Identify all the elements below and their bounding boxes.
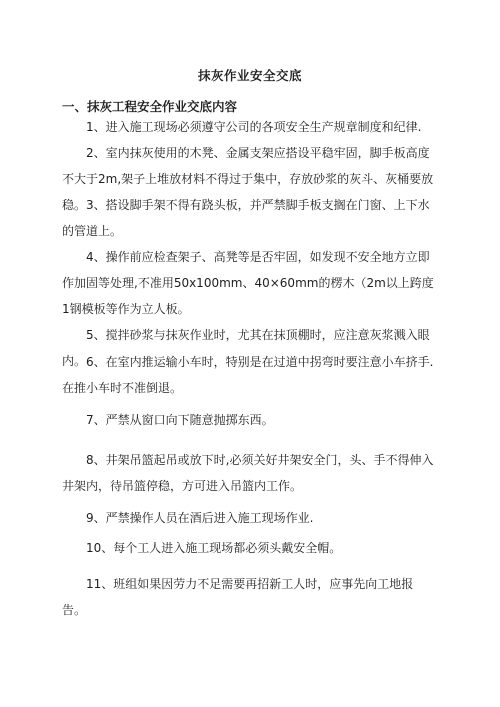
safety-item-2: 2、室内抹灰使用的木凳、金属支架应搭设平稳牢固，脚手板高度不大于2m,架子上堆放材料不得过于集中，存放砂浆的灰斗、灰桶要放稳。 bbox=[62, 146, 434, 212]
safety-item-10: 10、每个工人进入施工现场都必须头戴安全帽。 bbox=[86, 541, 342, 555]
safety-item-9: 9、严禁操作人员在酒后进入施工现场作业. bbox=[86, 511, 314, 525]
safety-item-7: 7、严禁从窗口向下随意抛掷东西。 bbox=[86, 413, 274, 427]
safety-item-4: 4、操作前应检查架子、高凳等是否牢固，如发现不安全地方立即作加固等处理,不准用50x100mm、40×60mm的楞木（2m以上跨度1钢模板等作为立人板。 bbox=[62, 250, 434, 316]
section-heading: 一、抹灰工程安全作业交底内容 bbox=[62, 99, 238, 114]
safety-item-1: 1、进入施工现场必须遵守公司的各项安全生产规章制度和纪律. bbox=[86, 120, 422, 134]
safety-item-8: 8、井架吊篮起吊或放下时,必须关好井架安全门，头、手不得伸入井架内，待吊篮停稳，方可进入吊篮内工作。 bbox=[62, 453, 434, 493]
safety-item-5: 5、搅拌砂浆与抹灰作业时，尤其在抹顶棚时，应注意灰浆溅入眼内。 bbox=[62, 328, 430, 368]
safety-item-11: 11、班组如果因劳力不足需要再招新工人时，应事先向工地报告。 bbox=[62, 577, 414, 617]
safety-item-3: 3、搭设脚手架不得有跷头板，并严禁脚手板支搁在门窗、上下水的管道上。 bbox=[62, 198, 430, 238]
document-title: 抹灰作业安全交底 bbox=[197, 68, 302, 83]
safety-item-6: 6、在室内推运输小车时，特别是在过道中拐弯时要注意小车挤手.在推小车时不准倒退。 bbox=[62, 355, 434, 395]
